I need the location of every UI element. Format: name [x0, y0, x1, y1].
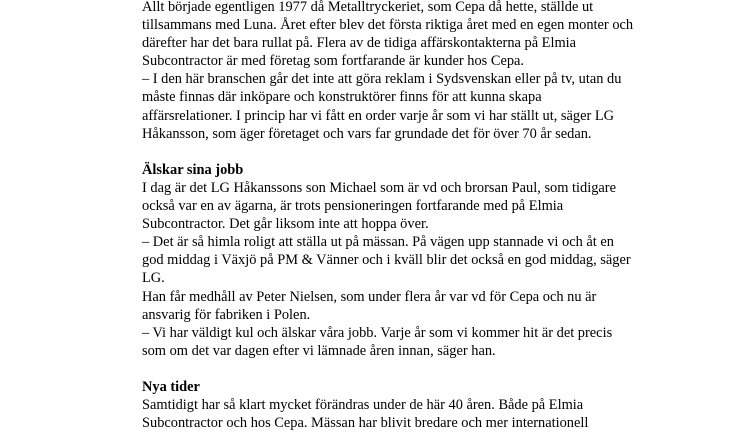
section-heading: Älskar sina jobb	[142, 161, 244, 178]
text-line: Han får medhåll av Peter Nielsen, som under flera år var vd för Cepa och nu är	[142, 288, 597, 305]
article-text	[142, 0, 732, 432]
paragraph-gap	[142, 143, 732, 161]
section-heading: Nya tider	[142, 378, 200, 395]
paragraph-gap	[142, 360, 732, 378]
text-line: I dag är det LG Håkanssons son Michael som är vd och brorsan Paul, som tidigare	[142, 179, 616, 196]
text-line: – Det är så himla roligt att ställa ut på mässan. På vägen upp stannade vi och åt en	[142, 234, 614, 251]
text-line: LG.	[142, 270, 165, 287]
text-line: därefter har det bara rullat på. Flera av de tidiga affärskontakterna på Elmia	[142, 35, 577, 52]
text-line: affärsrelationer. I princip har vi fått en order varje år som vi har ställt ut, säger LG	[142, 107, 615, 124]
text-line: – I den här branschen går det inte att göra reklam i Sydsvenskan eller på tv, utan du	[142, 71, 622, 88]
text-line: Håkansson, som äger företaget och vars far grundade det för över 70 år sedan.	[142, 125, 592, 142]
text-line: tillsammans med Luna. Året efter blev det första riktiga året med en egen monter och	[142, 17, 634, 34]
text-line: Subcontractor och hos Cepa. Mässan har blivit bredare och mer internationell	[142, 415, 589, 432]
text-line: också var en av ägarna, är trots pensioneringen fortfarande med på Elmia	[142, 198, 564, 215]
text-line: måste finnas där inköpare och konstruktörer finns för att kunna skapa	[142, 89, 542, 106]
text-line: Subcontractor. Det går liksom inte att hoppa över.	[142, 216, 429, 233]
text-line: god middag i Växjö på PM & Vänner och i kväll blir det också en god middag, säger	[142, 252, 631, 269]
text-line: – Vi har väldigt kul och älskar våra jobb. Varje år som vi kommer hit är det precis	[142, 324, 613, 341]
text-line: som om det var dagen efter vi lämnade åren innan, säger han.	[142, 342, 496, 359]
text-line: ansvarig för fabriken i Polen.	[142, 306, 311, 323]
intro-paragraph	[142, 0, 732, 143]
section-nya-tider	[142, 378, 732, 432]
text-line: Subcontractor är med företag som fortfarande är kunder hos Cepa.	[142, 53, 525, 70]
text-line: Samtidigt har så klart mycket förändras under de här 40 åren. Både på Elmia	[142, 397, 584, 414]
text-line: Allt började egentligen 1977 då Metalltryckeriet, som Cepa då hette, ställde ut	[142, 0, 594, 15]
section-alskar-sina-jobb	[142, 161, 732, 360]
